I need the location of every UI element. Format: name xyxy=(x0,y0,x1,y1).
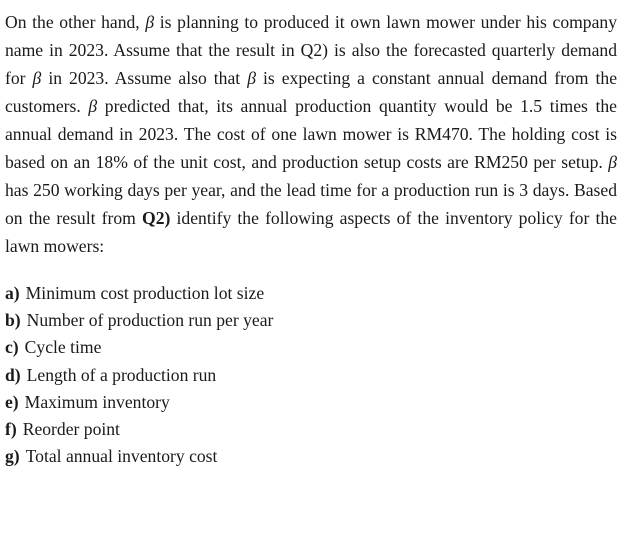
list-item-letter: g) xyxy=(5,446,20,467)
list-item xyxy=(5,307,617,334)
list-item xyxy=(5,362,617,389)
paragraph-text: has 250 working days per year, and the lead time for a production run is 3 days. Based on the result from xyxy=(5,180,617,228)
q2-reference: Q2) xyxy=(142,208,171,228)
list-item xyxy=(5,443,617,470)
list-item-text: Minimum cost production lot size xyxy=(25,283,265,303)
paragraph-text: is expecting a constant annual demand from the customers. xyxy=(5,68,617,116)
list-item-text: Total annual inventory cost xyxy=(25,446,218,467)
list-item-text: Cycle time xyxy=(24,337,102,358)
list-item xyxy=(5,334,617,361)
paragraph-text: identify the following aspects of the inventory policy for the lawn mowers: xyxy=(5,208,617,256)
beta-symbol: β xyxy=(145,12,155,32)
list-item xyxy=(5,416,617,443)
problem-paragraph xyxy=(5,8,617,260)
beta-symbol: β xyxy=(247,68,256,88)
paragraph-text: is planning to produced it own lawn mower under his company name in 2023. Assume that the result in Q2) is also the forecasted quarterly demand for xyxy=(5,12,618,88)
list-item-text: Length of a production run xyxy=(26,364,217,385)
document-page xyxy=(5,8,617,470)
beta-symbol: β xyxy=(88,96,98,116)
list-item xyxy=(5,280,617,307)
list-item-text: Number of production run per year xyxy=(26,310,274,331)
beta-symbol: β xyxy=(32,68,42,88)
list-item-letter: b) xyxy=(5,310,21,331)
list-item-letter: c) xyxy=(5,337,19,358)
list-item xyxy=(5,389,617,416)
paragraph-text: On the other hand, xyxy=(5,12,146,32)
list-item-letter: a) xyxy=(5,283,20,303)
list-item-letter: d) xyxy=(5,364,21,385)
question-list xyxy=(5,280,617,470)
list-item-text: Reorder point xyxy=(22,419,120,440)
list-item-letter: e) xyxy=(5,391,19,412)
list-item-letter: f) xyxy=(5,419,17,440)
paragraph-text: in 2023. Assume also that xyxy=(41,68,248,88)
beta-symbol: β xyxy=(608,152,617,172)
paragraph-text: predicted that, its annual production quantity would be 1.5 times the annual demand in 2023. The cost of one lawn mower is RM470. The holding cost is based on an 18% of the unit cost, and production setup costs are RM250 per setup. xyxy=(5,96,617,172)
list-item-text: Maximum inventory xyxy=(24,391,170,412)
